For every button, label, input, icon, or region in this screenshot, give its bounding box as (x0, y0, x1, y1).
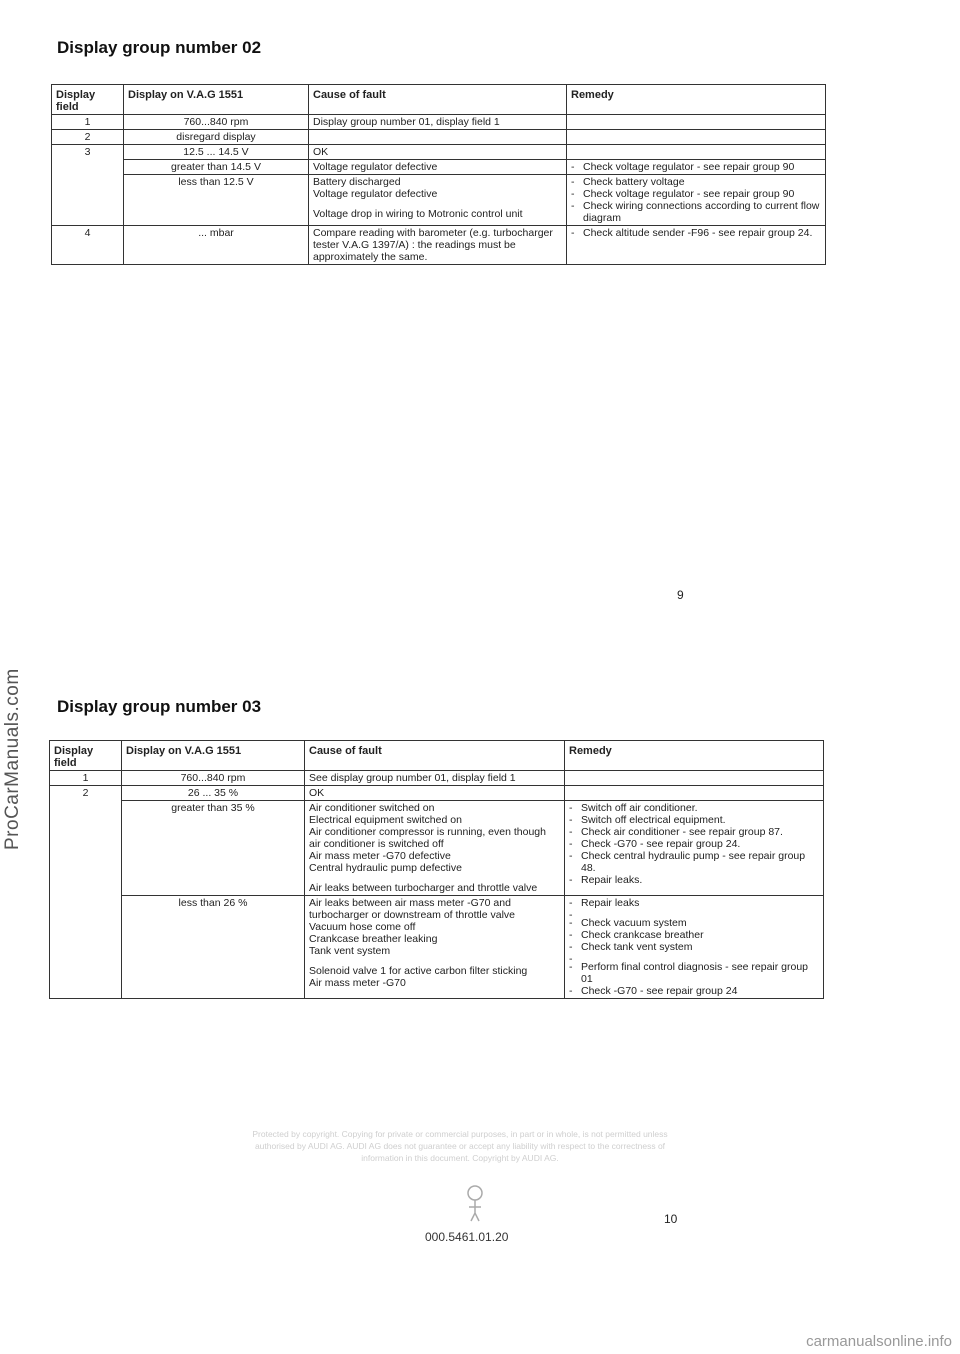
header-remedy: Remedy (567, 85, 826, 115)
remedy-item: - Check crankcase breather (569, 929, 819, 941)
remedy-cell (565, 801, 824, 896)
header-cause-of-fault: Cause of fault (309, 85, 567, 115)
field-cell: 2 (50, 786, 122, 801)
field-cell (50, 801, 122, 896)
display-cell: disregard display (124, 130, 309, 145)
cause-item: Voltage drop in wiring to Motronic control unit (313, 208, 523, 220)
display-cell: less than 12.5 V (124, 175, 309, 226)
remedy-cell (567, 175, 826, 226)
stamp-icon (462, 1183, 488, 1227)
field-cell: 1 (50, 771, 122, 786)
cause-cell: Display group number 01, display field 1 (309, 115, 567, 130)
header-remedy: Remedy (565, 741, 824, 771)
cause-cell (309, 175, 567, 226)
field-cell: 3 (52, 145, 124, 160)
cause-cell (309, 130, 567, 145)
table-row (50, 896, 824, 999)
footer-watermark: carmanualsonline.info (806, 1333, 952, 1350)
remedy-cell (565, 896, 824, 999)
cause-item: Central hydraulic pump defective (309, 862, 462, 874)
cause-item: Air mass meter -G70 defective (309, 850, 451, 862)
cause-cell: See display group number 01, display field 1 (305, 771, 565, 786)
copyright-notice: Protected by copyright. Copying for private or commercial purposes, in part or in whole, is not permitted unless authorised by AUDI AG. AUDI AG does not guarantee or accept any liability with respect to the correctness of information in this document. Copyright by AUDI AG. (252, 1129, 668, 1163)
cause-item: Air mass meter -G70 (309, 977, 406, 989)
remedy-item: - Check tank vent system (569, 941, 819, 953)
table-row (52, 175, 826, 226)
remedy-item: - Check air conditioner - see repair group 87. (569, 826, 819, 838)
cause-item: Tank vent system (309, 945, 391, 957)
table-header-row (52, 85, 826, 115)
sidebar-watermark: ProCarManuals.com (2, 668, 23, 850)
field-cell: 4 (52, 226, 124, 265)
cause-cell: Voltage regulator defective (309, 160, 567, 175)
header-cause-of-fault: Cause of fault (305, 741, 565, 771)
group03-table (49, 740, 824, 999)
table-row (50, 786, 824, 801)
cause-cell (305, 801, 565, 896)
header-display-field: Display field (50, 741, 122, 771)
cause-item: Air leaks between turbocharger and throttle valve (309, 882, 538, 894)
display-cell: 26 ... 35 % (122, 786, 305, 801)
display-cell: greater than 14.5 V (124, 160, 309, 175)
cause-item: Crankcase breather leaking (309, 933, 438, 945)
cause-item: Voltage regulator defective (313, 188, 438, 200)
display-cell: less than 26 % (122, 896, 305, 999)
display-cell: 760...840 rpm (124, 115, 309, 130)
cause-cell: OK (309, 145, 567, 160)
display-cell: ... mbar (124, 226, 309, 265)
remedy-cell (567, 145, 826, 160)
remedy-item: - Check central hydraulic pump - see repair group 48. (569, 850, 819, 874)
table-row (52, 145, 826, 160)
table-row (52, 115, 826, 130)
remedy-item: - Switch off electrical equipment. (569, 814, 819, 826)
remedy-cell (567, 130, 826, 145)
remedy-cell (567, 115, 826, 130)
cause-item: Vacuum hose come off (309, 921, 416, 933)
table-row (50, 771, 824, 786)
remedy-item: - Check altitude sender -F96 - see repair group 24. (571, 227, 821, 239)
remedy-item: - Check battery voltage (571, 176, 821, 188)
table-row (52, 130, 826, 145)
field-cell (52, 175, 124, 226)
display-cell: 12.5 ... 14.5 V (124, 145, 309, 160)
cause-item: Air leaks between air mass meter -G70 and turbocharger or downstream of throttle valve (309, 897, 516, 921)
cause-cell (305, 896, 565, 999)
remedy-item: - Switch off air conditioner. (569, 802, 819, 814)
remedy-item: - Check wiring connections according to current flow diagram (571, 200, 821, 224)
cause-item: Air conditioner switched on (309, 802, 435, 814)
page-number: 9 (677, 588, 684, 602)
header-display-on-vag: Display on V.A.G 1551 (122, 741, 305, 771)
table-row (52, 226, 826, 265)
remedy-cell (565, 771, 824, 786)
field-cell: 1 (52, 115, 124, 130)
remedy-item: - Check vacuum system (569, 917, 819, 929)
cause-item: Electrical equipment switched on (309, 814, 462, 826)
display-cell: greater than 35 % (122, 801, 305, 896)
remedy-item: - Check -G70 - see repair group 24. (569, 838, 819, 850)
remedy-item: - Repair leaks (569, 897, 819, 909)
header-display-on-vag: Display on V.A.G 1551 (124, 85, 309, 115)
cause-item: Solenoid valve 1 for active carbon filter sticking (309, 965, 528, 977)
cause-item: Air conditioner compressor is running, even though air conditioner is switched off (309, 826, 546, 850)
field-cell (50, 896, 122, 999)
cause-item: Battery discharged (313, 176, 401, 188)
remedy-item: - Perform final control diagnosis - see repair group 01 (569, 961, 819, 985)
field-cell: 2 (52, 130, 124, 145)
remedy-item: - Check voltage regulator - see repair group 90 (571, 188, 821, 200)
cause-cell: Compare reading with barometer (e.g. turbocharger tester V.A.G 1397/A) : the readings must be approximately the same. (309, 226, 567, 265)
remedy-cell (565, 786, 824, 801)
remedy-item: - Repair leaks. (569, 874, 819, 886)
page-number: 10 (664, 1212, 678, 1226)
display-cell: 760...840 rpm (122, 771, 305, 786)
cause-cell: OK (305, 786, 565, 801)
group03-heading: Display group number 03 (57, 697, 262, 716)
group02-heading: Display group number 02 (57, 38, 262, 57)
document-code: 000.5461.01.20 (425, 1230, 509, 1244)
remedy-cell (567, 160, 826, 175)
field-cell (52, 160, 124, 175)
header-display-field: Display field (52, 85, 124, 115)
remedy-item: - Check -G70 - see repair group 24 (569, 985, 819, 997)
table-row (52, 160, 826, 175)
remedy-item: - Check voltage regulator - see repair group 90 (571, 161, 821, 173)
remedy-cell (567, 226, 826, 265)
group02-table (51, 84, 826, 265)
table-row (50, 801, 824, 896)
table-header-row (50, 741, 824, 771)
